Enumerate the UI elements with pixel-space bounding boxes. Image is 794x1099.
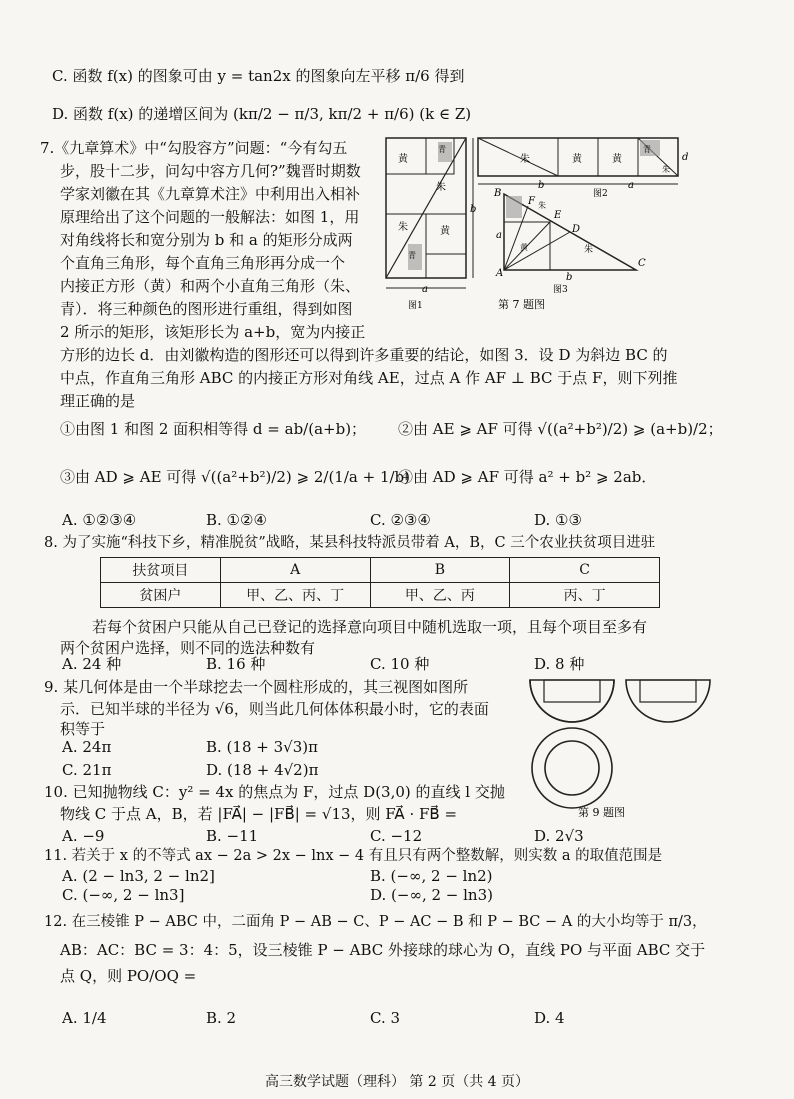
fig1-huang-2: 黄: [440, 226, 450, 237]
q6-option-d: D. 函数 f(x) 的递增区间为 (kπ/2 − π/3, kπ/2 + π/6) (k ∈ Z): [52, 105, 472, 123]
q9-line-2: 示．已知半球的半径为 √6，则当此几何体体积最小时，它的表面: [60, 700, 489, 718]
fig3-label-B: B: [494, 188, 502, 199]
q7-statement-2: ②由 AE ⩾ AF 可得 √((a²+b²)/2) ⩾ (a+b)/2；: [398, 420, 723, 438]
q12-option-d: D. 4: [534, 1009, 565, 1027]
fig2-huang-1: 黄: [572, 154, 582, 165]
fig1-zhu-1: 朱: [398, 222, 408, 233]
q7-statement-4: ④由 AD ⩾ AF 可得 a² + b² ⩾ 2ab．: [398, 468, 657, 486]
fig1-caption: 图1: [408, 301, 423, 311]
q7-line-11: 中点，作直角三角形 ABC 的内接正方形对角线 AE，过点 A 作 AF ⊥ BC 于点 F，则下列推: [60, 369, 678, 387]
q10-line-2: 物线 C 于点 A，B，若 |FA⃗| − |FB⃗| = √13，则 FA⃗ · FB⃗ =: [60, 805, 458, 823]
q9-option-a: A. 24π: [62, 738, 112, 756]
page-footer: 高三数学试题（理科） 第 2 页（共 4 页）: [264, 1074, 530, 1090]
fig1-label-a: a: [422, 284, 428, 295]
table-cell: 贫困户: [101, 583, 221, 608]
q7-option-c: C. ②③④: [370, 511, 431, 529]
q11-line-1: 11. 若关于 x 的不等式 ax − 2a > 2x − lnx − 4 有且只有两个整数解，则实数 a 的取值范围是: [44, 848, 663, 864]
q12-option-c: C. 3: [370, 1009, 401, 1027]
fig2-qing: 青: [643, 145, 651, 154]
fig3-label-A: A: [496, 268, 504, 279]
q12-option-a: A. 1/4: [62, 1009, 107, 1027]
top-view: [532, 728, 612, 808]
fig3-label-F: F: [528, 196, 535, 207]
q7-line-4: 原理给出了这个问题的一般解法：如图 1，用: [60, 208, 360, 226]
q8b-line-2: 两个贫困户选择，则不同的选法种数有: [60, 639, 316, 657]
fig1-label-b: b: [470, 204, 477, 215]
q8-option-c: C. 10 种: [370, 655, 430, 673]
q7-line-5: 对角线将长和宽分别为 b 和 a 的矩形分成两: [60, 231, 353, 249]
figure-3: [493, 188, 646, 311]
q11-option-d: D. (−∞, 2 − ln3): [370, 886, 493, 904]
table-cell: 丙、丁: [510, 583, 660, 608]
side-view: [626, 680, 710, 722]
fig3-label-b: b: [566, 272, 573, 283]
q7-line-12: 理正确的是: [60, 392, 136, 410]
table-header-cell: B: [370, 558, 510, 583]
table-header-cell: 扶贫项目: [101, 558, 221, 583]
figure-1: [386, 138, 476, 311]
q8-option-d: D. 8 种: [534, 655, 585, 673]
fig2-label-d: d: [682, 152, 689, 163]
fig3-huang: 黄: [520, 243, 528, 252]
fig1-zhu-2: 朱: [436, 182, 446, 193]
figure-2: [478, 138, 688, 199]
q12-line-3: 点 Q，则 PO/OQ =: [60, 967, 197, 985]
table-header-row: [101, 558, 660, 583]
q7-line-8: 青）．将三种颜色的图形进行重组，得到如图: [60, 300, 353, 318]
fig1-qing-2: 青: [408, 251, 416, 260]
q7-line-1: 7.《九章算术》中“勾股容方”问题：“今有勾五: [40, 139, 348, 157]
fig3-zhu-1: 朱: [538, 201, 546, 210]
q7-statement-3: ③由 AD ⩾ AE 可得 √((a²+b²)/2) ⩾ 2/(1/a + 1/b): [60, 468, 411, 486]
fig1-huang-1: 黄: [398, 154, 408, 165]
fig3-zhu-2: 朱: [584, 245, 594, 255]
table-cell: 甲、乙、丙: [370, 583, 510, 608]
q12-option-b: B. 2: [206, 1009, 237, 1027]
q8b-line-1: 若每个贫困户只能从自己已登记的选择意向项目中随机选取一项，且每个项目至多有: [92, 618, 648, 636]
q9-option-c: C. 21π: [62, 761, 112, 779]
q9-line-1: 9. 某几何体是由一个半球挖去一个圆柱形成的，其三视图如图所: [44, 678, 469, 696]
table-header-cell: C: [510, 558, 660, 583]
q10-option-d: D. 2√3: [534, 827, 584, 845]
fig7-caption: 第 7 题图: [498, 298, 545, 311]
q11-option-a: A. (2 − ln3, 2 − ln2]: [62, 867, 215, 885]
q9-option-d: D. (18 + 4√2)π: [206, 761, 319, 779]
q7-line-3: 学家刘徽在其《九章算术注》中利用出入相补: [60, 185, 361, 203]
q7-line-2: 步，股十二步，问勾中容方几何?”魏晋时期数: [60, 162, 361, 180]
figure-9: [522, 672, 722, 822]
fig3-label-E: E: [554, 210, 562, 221]
q10-option-c: C. −12: [370, 827, 423, 845]
fig3-label-a: a: [496, 230, 502, 241]
q8-table: [100, 557, 660, 608]
fig2-caption: 图2: [593, 189, 608, 199]
fig1-qing-1: 青: [438, 145, 446, 154]
table-cell: 甲、乙、丙、丁: [220, 583, 370, 608]
q8-option-b: B. 16 种: [206, 655, 266, 673]
q10-option-a: A. −9: [62, 827, 105, 845]
q8-line-1: 8. 为了实施“科技下乡，精准脱贫”战略，某县科技特派员带着 A，B，C 三个农业扶贫项目进驻: [44, 535, 656, 551]
q7-statement-1: ①由图 1 和图 2 面积相等得 d = ab/(a+b)；: [60, 420, 367, 438]
fig2-huang-2: 黄: [612, 154, 622, 165]
q9-line-3: 积等于: [60, 720, 106, 738]
fig2-label-b: b: [538, 180, 545, 191]
table-header-cell: A: [220, 558, 370, 583]
q7-option-b: B. ①②④: [206, 511, 267, 529]
q8-option-a: A. 24 种: [62, 655, 122, 673]
fig3-caption: 图3: [553, 285, 568, 295]
q7-option-d: D. ①③: [534, 511, 582, 529]
q10-line-1: 10. 已知抛物线 C：y² = 4x 的焦点为 F，过点 D(3,0) 的直线 l 交抛: [44, 783, 505, 801]
q7-option-a: A. ①②③④: [62, 511, 137, 529]
q12-line-1: 12. 在三棱锥 P − ABC 中，二面角 P − AB − C、P − AC − B 和 P − BC − A 的大小均等于 π/3，: [44, 914, 707, 930]
table-row: [101, 583, 660, 608]
q9-option-b: B. (18 + 3√3)π: [206, 738, 318, 756]
fig3-label-C: C: [638, 258, 646, 269]
fig9-caption: 第 9 题图: [578, 806, 625, 819]
front-view: [530, 680, 614, 722]
q12-line-2: AB：AC：BC = 3：4：5，设三棱锥 P − ABC 外接球的球心为 O，直线 PO 与平面 ABC 交于: [60, 941, 706, 959]
q7-figures: [378, 134, 696, 312]
fig2-zhu-1: 朱: [520, 154, 530, 165]
q10-option-b: B. −11: [206, 827, 259, 845]
q6-option-c: C. 函数 f(x) 的图象可由 y = tan2x 的图象向左平移 π/6 得到: [52, 67, 465, 85]
q7-line-7: 内接正方形（黄）和两个小直角三角形（朱、: [60, 277, 361, 295]
fig2-label-a: a: [628, 180, 634, 191]
q7-line-10: 方形的边长 d．由刘徽构造的图形还可以得到许多重要的结论，如图 3．设 D 为斜边 BC 的: [60, 346, 668, 364]
q7-line-9: 2 所示的矩形，该矩形长为 a+b，宽为内接正: [60, 323, 366, 341]
fig2-zhu-2: 朱: [662, 165, 670, 174]
fig3-label-D: D: [572, 224, 581, 235]
q11-option-c: C. (−∞, 2 − ln3]: [62, 886, 185, 904]
q11-option-b: B. (−∞, 2 − ln2): [370, 867, 493, 885]
q7-line-6: 个直角三角形，每个直角三角形再分成一个: [60, 254, 346, 272]
